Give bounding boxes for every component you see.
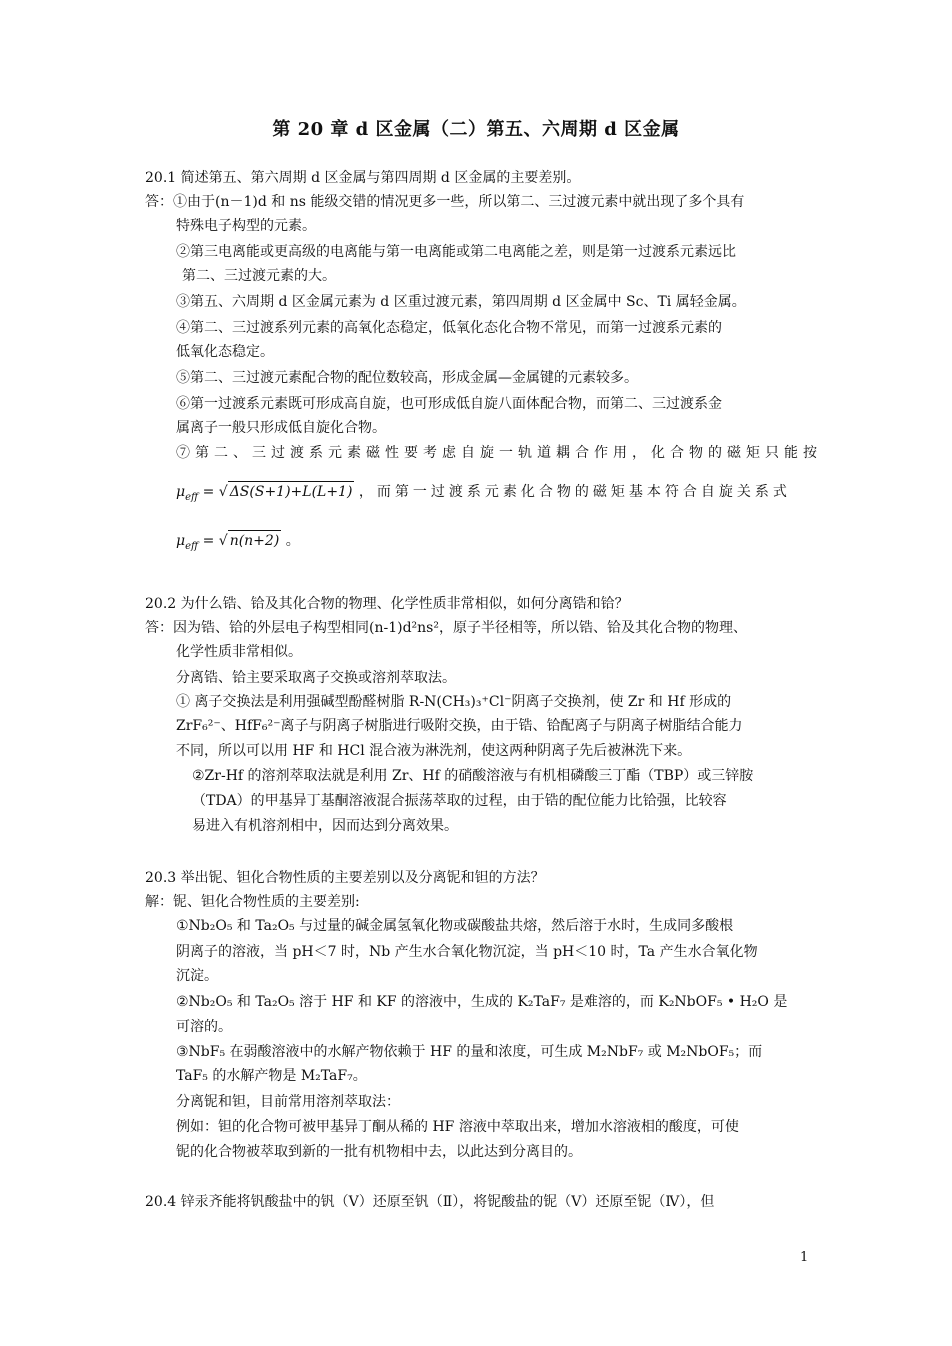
answer-20-1-item-2-cont: 第二、三过渡元素的大。 — [182, 268, 336, 284]
formula-mu-sub: eff — [185, 491, 199, 503]
question-20-3: 20.3 举出铌、钽化合物性质的主要差别以及分离铌和钽的方法？ — [145, 870, 545, 886]
answer-20-2-item-1-cont: ZrF₆²⁻、HfF₆²⁻离子与阴离子树脂进行吸附交换，由于锆、铪配离子与阴离子树脂结合能力 — [176, 718, 743, 734]
answer-20-3-item-1-cont-2: 沉淀。 — [176, 968, 218, 984]
answer-20-2-item-2: ②Zr-Hf 的溶剂萃取法就是利用 Zr、Hf 的硝酸溶液与有机相磷酸三丁酯（TBP）或三锌胺 — [192, 768, 754, 784]
formula-mu-2-sub: eff — [185, 540, 199, 552]
chapter-title: 第 20 章 d 区金属（二）第五、六周期 d 区金属 — [272, 119, 680, 140]
question-20-4: 20.4 锌汞齐能将钒酸盐中的钒（Ⅴ）还原至钒（Ⅱ），将铌酸盐的铌（Ⅴ）还原至铌（Ⅳ），但 — [145, 1194, 715, 1210]
formula-tail: ，而第一过渡系元素化合物的磁矩基本符合自旋关系式 — [358, 484, 791, 500]
answer-20-3-item-2: ②Nb₂O₅ 和 Ta₂O₅ 溶于 HF 和 KF 的溶液中，生成的 K₂TaF₇ 是难溶的，而 K₂NbOF₅ • H₂O 是 — [176, 994, 788, 1010]
answer-20-3-line-sep: 分离铌和钽，目前常用溶剂萃取法： — [176, 1094, 400, 1110]
answer-20-1-item-5: ⑤第二、三过渡元素配合物的配位数较高，形成金属—金属键的元素较多。 — [176, 370, 638, 386]
answer-20-3-item-3-cont: TaF₅ 的水解产物是 M₂TaF₇。 — [176, 1068, 367, 1084]
answer-20-1-item-1-cont: 特殊电子构型的元素。 — [176, 218, 316, 234]
answer-20-3-item-3: ③NbF₅ 在弱酸溶液中的水解产物依赖于 HF 的量和浓度，可生成 M₂NbF₇ 或 M₂NbOF₅；而 — [176, 1044, 763, 1060]
question-20-1: 20.1 简述第五、第六周期 d 区金属与第四周期 d 区金属的主要差别。 — [145, 170, 581, 186]
formula-mu: μ — [176, 484, 186, 500]
formula-tail-2: 。 — [285, 533, 300, 549]
answer-20-2-item-1: ① 离子交换法是利用强碱型酚醛树脂 R-N(CH₃)₃⁺Cl⁻阴离子交换剂，使 Zr 和 Hf 形成的 — [176, 694, 732, 710]
answer-20-2-item-1-cont-2: 不同，所以可以用 HF 和 HCl 混合液为淋洗剂，使这两种阴离子先后被淋洗下来。 — [176, 743, 692, 759]
answer-20-3-intro: 解：铌、钽化合物性质的主要差别: — [145, 894, 360, 910]
answer-20-3-item-1: ①Nb₂O₅ 和 Ta₂O₅ 与过量的碱金属氢氧化物或碳酸盐共熔，然后溶于水时，生成同多酸根 — [176, 918, 734, 934]
answer-20-1-item-7: ⑦第二、三过渡系元素磁性要考虑自旋一轨道耦合作用，化合物的磁矩只能按 — [176, 445, 822, 461]
answer-20-1-item-2: ②第三电离能或更高级的电离能与第一电离能或第二电离能之差，则是第一过渡系元素远比 — [176, 244, 736, 260]
answer-20-1-item-1: 答：①由于(n－1)d 和 ns 能级交错的情况更多一些，所以第二、三过渡元素中就出现了多个具有 — [145, 194, 745, 210]
answer-20-1-item-4: ④第二、三过渡系列元素的高氧化态稳定，低氧化态化合物不常见，而第一过渡系元素的 — [176, 320, 722, 336]
formula-spin-orbit: $\mu_{eff}$ = √ ΔS(S+1)+L(L+1) ，而第一过渡系元素化合物的磁矩基本符合自旋关系式 — [176, 481, 791, 502]
answer-20-3-example: 例如：钽的化合物可被甲基异丁酮从稀的 HF 溶液中萃取出来，增加水溶液相的酸度，可使 — [176, 1119, 739, 1135]
formula-radicand-2: n(n+2) — [228, 530, 282, 551]
answer-20-1-item-6: ⑥第一过渡系元素既可形成高自旋，也可形成低自旋八面体配合物，而第二、三过渡系金 — [176, 396, 722, 412]
formula-spin-only: $\mu_{eff}$ = √ n(n+2) 。 — [176, 530, 300, 551]
answer-20-3-item-2-cont: 可溶的。 — [176, 1019, 232, 1035]
answer-20-2-item-2-cont-2: 易进入有机溶剂相中，因而达到分离效果。 — [192, 818, 458, 834]
answer-20-2-line-1-cont: 化学性质非常相似。 — [176, 644, 302, 660]
answer-20-3-item-1-cont: 阴离子的溶液，当 pH＜7 时，Nb 产生水合氧化物沉淀，当 pH＜10 时，Ta 产生水合氧化物 — [176, 944, 758, 960]
answer-20-1-item-4-cont: 低氧化态稳定。 — [176, 344, 274, 360]
answer-20-2-line-1: 答：因为锆、铪的外层电子构型相同(n-1)d²ns²，原子半径相等，所以锆、铪及其化合物的物理、 — [145, 620, 747, 636]
answer-20-1-item-6-cont: 属离子一般只形成低自旋化合物。 — [176, 420, 386, 436]
formula-radicand: ΔS(S+1)+L(L+1) — [228, 481, 355, 502]
question-20-2: 20.2 为什么锆、铪及其化合物的物理、化学性质非常相似，如何分离锆和铪？ — [145, 596, 629, 612]
answer-20-3-example-cont: 铌的化合物被萃取到新的一批有机物相中去，以此达到分离目的。 — [176, 1144, 582, 1160]
answer-20-1-item-3: ③第五、六周期 d 区金属元素为 d 区重过渡元素，第四周期 d 区金属中 Sc、Ti 属轻金属。 — [176, 294, 746, 310]
page-number: 1 — [800, 1250, 809, 1265]
answer-20-2-line-2: 分离锆、铪主要采取离子交换或溶剂萃取法。 — [176, 670, 456, 686]
answer-20-2-item-2-cont: （TDA）的甲基异丁基酮溶液混合振荡萃取的过程，由于锆的配位能力比铪强，比较容 — [192, 793, 727, 809]
formula-mu-2: μ — [176, 533, 186, 549]
